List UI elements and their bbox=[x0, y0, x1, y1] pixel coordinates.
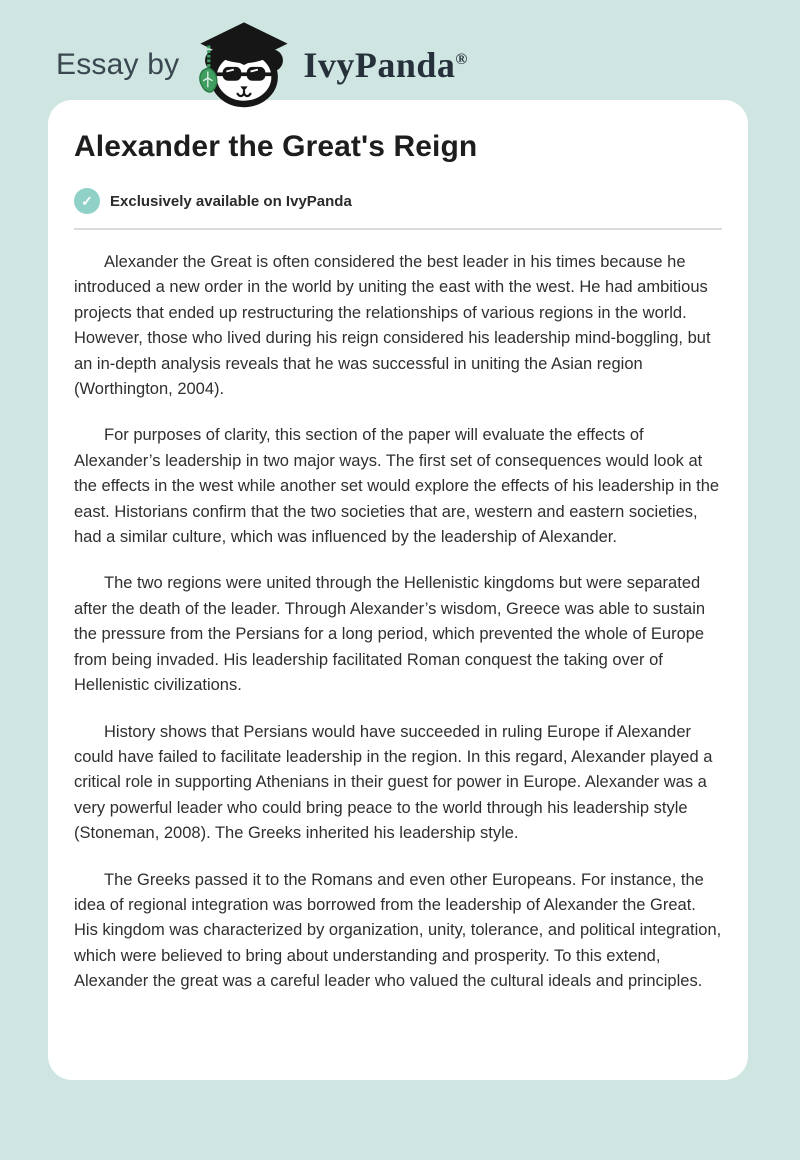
essay-paragraph: The Greeks passed it to the Romans and even other Europeans. For instance, the idea of regional integration was borrowed from the leadership of Alexander the Great. His kingdom was characterized by organization, unity, tolerance, and political integration, which were believed to bring about understanding and prosperity. To this extend, Alexander the great was a careful leader who valued the cultural ideals and principles. bbox=[74, 870, 722, 991]
essay-body bbox=[74, 250, 722, 995]
essay-paragraph: For purposes of clarity, this section of the paper will evaluate the effects of Alexander’s leadership in two major ways. The first set of consequences would look at the effects in the west while another set would explore the effects of his leadership in the east. Historians confirm that the two societies that are, western and eastern societies, had a similar culture, which was influenced by the leadership of Alexander. bbox=[74, 426, 720, 547]
essay-by-label: Essay by bbox=[56, 48, 180, 81]
essay-paragraph: The two regions were united through the Hellenistic kingdoms but were separated after the death of the leader. Through Alexander’s wisdom, Greece was able to sustain the pressure from the Persians for a long period, which prevented the whole of Europe from being invaded. His leadership facilitated Roman conquest the taking over of Hellenistic civilizations. bbox=[74, 574, 706, 695]
exclusive-badge bbox=[74, 188, 722, 214]
brand-name bbox=[303, 44, 468, 86]
site-header bbox=[0, 0, 800, 100]
essay-card bbox=[48, 100, 748, 1080]
ivypanda-panda-logo-icon bbox=[193, 19, 295, 111]
divider bbox=[74, 228, 722, 230]
brand-text: IvyPanda bbox=[303, 45, 456, 85]
essay-paragraph: History shows that Persians would have succeeded in ruling Europe if Alexander could have failed to facilitate leadership in the region. In this regard, Alexander played a critical role in supporting Athenians in their guest for power in Europe. Alexander was a very powerful leader who could bring peace to the world through his leadership style (Stoneman, 2008). The Greeks inherited his leadership style. bbox=[74, 722, 713, 843]
essay-paragraph: Alexander the Great is often considered the best leader in his times because he introduced a new order in the world by uniting the east with the west. He had ambitious projects that ended up restructuring the relationships of various regions in the world. However, those who lived during his reign considered his leadership mind-boggling, but an in-depth analysis reveals that he was successful in uniting the Asian region (Worthington, 2004). bbox=[74, 253, 711, 399]
registered-mark: ® bbox=[455, 51, 468, 68]
page-title: Alexander the Great's Reign bbox=[74, 130, 478, 163]
badge-label: Exclusively available on IvyPanda bbox=[110, 192, 352, 210]
checkmark-icon: ✓ bbox=[74, 188, 100, 214]
